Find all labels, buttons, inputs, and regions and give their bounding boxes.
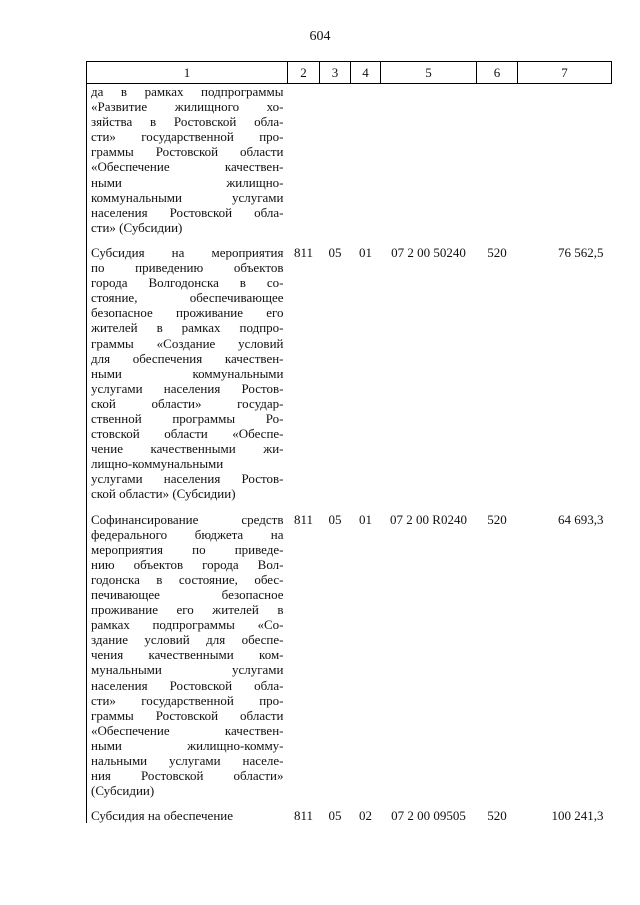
row-name-line: федерального бюджета на — [91, 526, 284, 542]
row-name-line: коммунальными услугами — [91, 189, 284, 205]
target-code-cell: 07 2 00 50240 — [391, 244, 466, 260]
budget-table — [86, 61, 612, 823]
admin-code-cell: 811 — [293, 244, 314, 260]
row-name-line: стовской области «Обеспе- — [91, 426, 284, 442]
table-row — [87, 245, 612, 512]
admin-code-cell: 811 — [293, 511, 314, 527]
row-name-cell — [87, 512, 288, 809]
row-name-line: здание условий для обеспе- — [91, 632, 284, 648]
row-name-line: «Обеспечение качествен- — [91, 722, 284, 738]
header-col-7: 7 — [518, 62, 612, 84]
target-code-cell — [381, 84, 477, 245]
row-name-line: граммы «Создание условий — [91, 335, 284, 351]
row-name-line: ными коммунальными — [91, 365, 284, 381]
section-cell: 05 — [328, 511, 342, 527]
header-col-4: 4 — [351, 62, 381, 84]
admin-code-cell: 811 — [293, 808, 314, 824]
header-row — [87, 62, 612, 84]
row-name-line: граммы Ростовской области — [91, 144, 284, 160]
row-name-line: сти» (Субсидии) — [91, 219, 183, 235]
subsection-cell: 01 — [359, 511, 372, 527]
subsection-cell: 02 — [359, 808, 372, 824]
row-name-line: Софинансирование средств — [91, 511, 284, 527]
expense-type-cell — [477, 84, 518, 245]
section-cell — [320, 84, 351, 245]
row-name-line: ния Ростовской области» — [91, 768, 284, 784]
row-name-line: годонска в состояние, обес- — [91, 571, 284, 587]
row-name-cell — [87, 84, 288, 245]
table-row — [87, 84, 612, 245]
amount-cell: 76 562,5 — [558, 244, 604, 260]
row-name-line: мероприятия по приведе- — [91, 541, 284, 557]
section-cell: 05 — [328, 244, 342, 260]
row-name-line: услугами населения Ростов- — [91, 380, 284, 396]
row-name-line: города Волгодонска в со- — [91, 275, 284, 291]
row-name-line: ской области» (Субсидии) — [91, 486, 236, 502]
row-name-line: Субсидия на мероприятия — [91, 244, 284, 260]
row-name-line: проживание его жителей в — [91, 602, 284, 618]
row-name-line: сти» государственной про- — [91, 129, 284, 145]
expense-type-cell: 520 — [487, 808, 507, 824]
row-name-line: (Субсидии) — [91, 783, 155, 799]
row-name-line: для обеспечения качествен- — [91, 350, 284, 366]
row-name-line: лищно-коммунальными — [91, 456, 224, 472]
page-number: 604 — [309, 29, 331, 44]
amount-cell — [518, 84, 612, 245]
row-name-line: безопасное проживание его — [91, 305, 284, 321]
header-col-1: 1 — [87, 62, 288, 84]
target-code-cell: 07 2 00 09505 — [391, 808, 466, 824]
row-name-line: ными жилищно-комму- — [91, 737, 284, 753]
expense-type-cell: 520 — [487, 244, 507, 260]
admin-code-cell — [288, 84, 320, 245]
row-name-line: рамках подпрограммы «Со- — [91, 617, 284, 633]
row-name-line: чение качественными жи- — [91, 441, 284, 457]
header-col-3: 3 — [320, 62, 351, 84]
row-name-cell — [87, 808, 288, 823]
row-name-line: граммы Ростовской области — [91, 707, 284, 723]
row-name-line: населения Ростовской обла- — [91, 204, 284, 220]
row-name-cell — [87, 245, 288, 512]
row-name-line: да в рамках подпрограммы — [91, 84, 284, 99]
header-col-5: 5 — [381, 62, 477, 84]
row-name-line: жителей в рамках подпро- — [91, 320, 284, 336]
row-name-line: чения качественными ком- — [91, 647, 284, 663]
row-name-line: услугами населения Ростов- — [91, 471, 284, 487]
row-name-line: по приведению объектов — [91, 260, 284, 276]
subsection-cell: 01 — [359, 244, 372, 260]
table-row — [87, 512, 612, 809]
row-name-line: нию объектов города Вол- — [91, 556, 284, 572]
header-col-6: 6 — [477, 62, 518, 84]
target-code-cell: 07 2 00 R0240 — [390, 511, 467, 527]
subsection-cell — [351, 84, 381, 245]
row-name-line: Субсидия на обеспечение — [91, 808, 233, 824]
row-name-line: «Развитие жилищного хо- — [91, 99, 284, 115]
row-name-line: нальными услугами населе- — [91, 753, 284, 769]
row-name-line: «Обеспечение качествен- — [91, 159, 284, 175]
expense-type-cell: 520 — [487, 511, 507, 527]
row-name-line: печивающее безопасное — [91, 587, 284, 602]
row-name-line: ственной программы Ро- — [91, 410, 284, 426]
row-name-line: стояние, обеспечивающее — [91, 290, 284, 306]
row-name-line: населения Ростовской обла- — [91, 677, 284, 693]
row-name-line: сти» государственной про- — [91, 692, 284, 708]
row-name-line: мунальными услугами — [91, 662, 284, 678]
row-name-line: ской области» государ- — [91, 395, 284, 411]
amount-cell: 64 693,3 — [558, 511, 604, 527]
header-col-2: 2 — [288, 62, 320, 84]
amount-cell: 100 241,3 — [551, 808, 604, 824]
table-row — [87, 808, 612, 823]
row-name-line: ными жилищно- — [91, 174, 284, 190]
row-name-line: зяйства в Ростовской обла- — [91, 114, 284, 130]
section-cell: 05 — [328, 808, 342, 824]
